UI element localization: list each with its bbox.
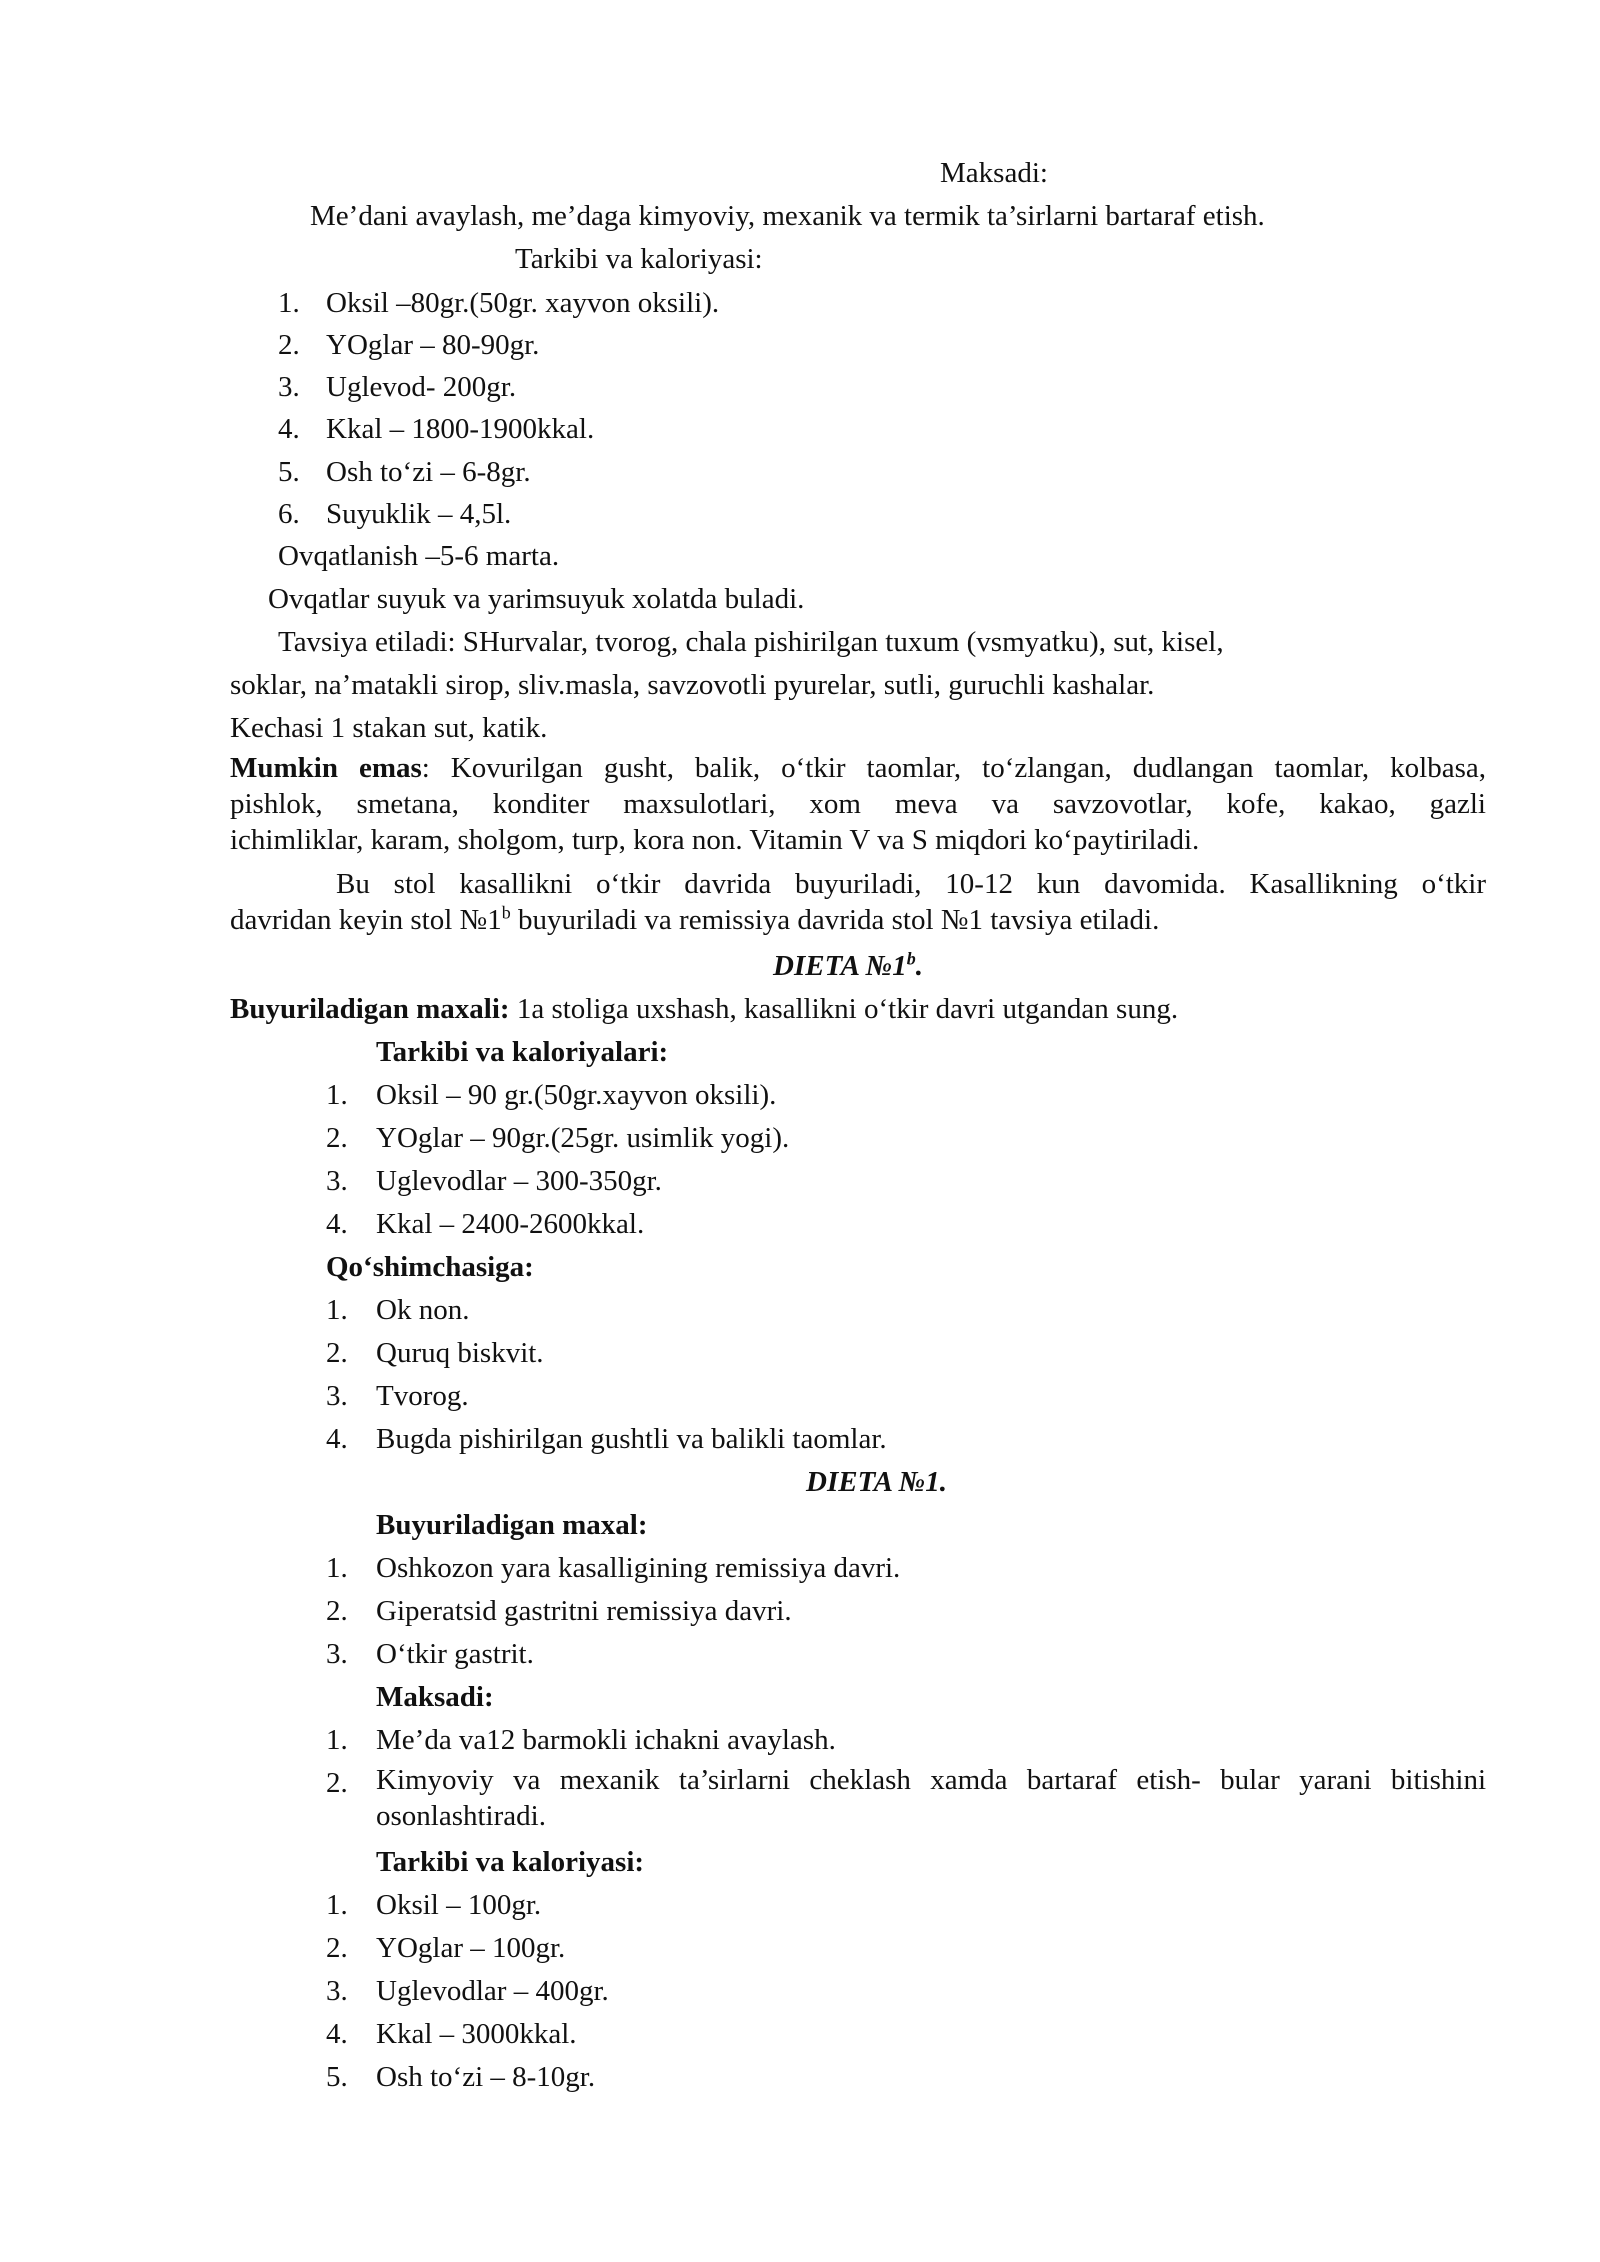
list-number: 3.: [326, 1638, 348, 1670]
list-item: Oksil –80gr.(50gr. xayvon oksili).: [326, 287, 720, 319]
list-item: Giperatsid gastritni remissiya davri.: [376, 1595, 792, 1627]
mumkin-emas-line2: pishlok, smetana, konditer maxsulotlari, xom meva va savzovotlar, kofe, kakao, gazli: [230, 788, 1486, 820]
maksadi-heading-2: Maksadi:: [376, 1681, 494, 1713]
dieta-1-heading: DIETA №1.: [806, 1466, 947, 1498]
buyuriladigan-text: 1a stoliga uxshash, kasallikni o‘tkir davri utgandan sung.: [509, 993, 1179, 1025]
list-number: 3.: [326, 1165, 348, 1197]
list-item: Bugda pishirilgan gushtli va balikli taomlar.: [376, 1423, 887, 1455]
list-number: 1.: [326, 1552, 348, 1584]
list-number: 3.: [278, 371, 300, 403]
list-number: 4.: [326, 1423, 348, 1455]
list-item: Oksil – 90 gr.(50gr.xayvon oksili).: [376, 1079, 777, 1111]
bu-stol-sup: b: [501, 902, 511, 923]
dieta-1b-heading: [773, 945, 923, 987]
list-item-continuation: osonlashtiradi.: [376, 1800, 546, 1832]
dieta-title-sup: b: [906, 948, 916, 969]
list-item: Tvorog.: [376, 1380, 469, 1412]
buyuriladigan-maxali-line: [230, 988, 1178, 1030]
tarkibi-kaloriyalari-heading: Tarkibi va kaloriyalari:: [376, 1036, 669, 1068]
list-number: 3.: [326, 1975, 348, 2007]
tarkibi-heading: Tarkibi va kaloriyasi:: [515, 243, 763, 275]
list-number: 2.: [326, 1337, 348, 1369]
tavsiya-text-line2: soklar, na’matakli sirop, sliv.masla, savzovotli pyurelar, sutli, guruchli kashalar.: [230, 669, 1155, 701]
maksadi-heading: Maksadi:: [940, 157, 1048, 189]
ovqatlanish-text: Ovqatlanish –5-6 marta.: [278, 540, 560, 572]
list-item: Osh to‘zi – 6-8gr.: [326, 456, 531, 488]
list-number: 1.: [326, 1079, 348, 1111]
list-number: 4.: [326, 2018, 348, 2050]
list-item: Quruq biskvit.: [376, 1337, 544, 1369]
list-number: 5.: [326, 2061, 348, 2093]
mumkin-emas-line3: ichimliklar, karam, sholgom, turp, kora non. Vitamin V va S miqdori ko‘paytiriladi.: [230, 824, 1200, 856]
tarkibi-kaloriyasi-heading-2: Tarkibi va kaloriyasi:: [376, 1846, 645, 1878]
list-item: YOglar – 90gr.(25gr. usimlik yogi).: [376, 1122, 790, 1154]
list-item: Oksil – 100gr.: [376, 1889, 542, 1921]
list-item: Ok non.: [376, 1294, 470, 1326]
list-item: Kimyoviy va mexanik ta’sirlarni cheklash xamda bartaraf etish- bular yarani bitishini: [376, 1764, 1486, 1796]
bu-stol-text-b: buyuriladi va remissiya davrida stol №1 tavsiya etiladi.: [510, 904, 1160, 936]
dieta-title-end: .: [915, 950, 923, 982]
kechasi-text: Kechasi 1 stakan sut, katik.: [230, 712, 548, 744]
mumkin-emas-label: Mumkin emas: [230, 752, 422, 784]
list-item: YOglar – 80-90gr.: [326, 329, 540, 361]
list-number: 1.: [278, 287, 300, 319]
list-item: Kkal – 1800-1900kkal.: [326, 413, 595, 445]
list-number: 1.: [326, 1294, 348, 1326]
mumkin-emas-text: : Kovurilgan gusht, balik, o‘tkir taomlar, to‘zlangan, dudlangan taomlar, kolbasa,: [421, 752, 1486, 784]
list-number: 2.: [278, 329, 300, 361]
list-number: 4.: [278, 413, 300, 445]
list-item: Kkal – 3000kkal.: [376, 2018, 577, 2050]
list-item: Me’da va12 barmokli ichakni avaylash.: [376, 1724, 836, 1756]
list-item: O‘tkir gastrit.: [376, 1638, 534, 1670]
dieta-title: DIETA №1: [773, 950, 907, 982]
bu-stol-line2: [230, 902, 1486, 938]
list-number: 1.: [326, 1724, 348, 1756]
tavsiya-text-line1: Tavsiya etiladi: SHurvalar, tvorog, chala pishirilgan tuxum (vsmyatku), sut, kisel,: [278, 626, 1224, 658]
bu-stol-text-a: davridan keyin stol №1: [230, 904, 502, 936]
bu-stol-line1: Bu stol kasallikni o‘tkir davrida buyuriladi, 10-12 kun davomida. Kasallikning o‘tkir: [336, 868, 1486, 900]
list-item: YOglar – 100gr.: [376, 1932, 566, 1964]
list-number: 2.: [326, 1122, 348, 1154]
list-item: Osh to‘zi – 8-10gr.: [376, 2061, 596, 2093]
buyuriladigan-label: Buyuriladigan maxali:: [230, 993, 510, 1025]
list-number: 1.: [326, 1889, 348, 1921]
list-item: Oshkozon yara kasalligining remissiya davri.: [376, 1552, 901, 1584]
list-number: 6.: [278, 498, 300, 530]
qoshimchasiga-heading: Qo‘shimchasiga:: [326, 1251, 534, 1283]
maksadi-text: Me’dani avaylash, me’daga kimyoviy, mexanik va termik ta’sirlarni bartaraf etish.: [310, 200, 1265, 232]
list-item: Uglevodlar – 400gr.: [376, 1975, 609, 2007]
list-number: 5.: [278, 456, 300, 488]
list-number: 4.: [326, 1208, 348, 1240]
list-number: 2.: [326, 1595, 348, 1627]
list-item: Suyuklik – 4,5l.: [326, 498, 512, 530]
list-number: 2.: [326, 1932, 348, 1964]
buyuriladigan-maxal-heading: Buyuriladigan maxal:: [376, 1509, 648, 1541]
list-item: Uglevod- 200gr.: [326, 371, 517, 403]
mumkin-emas-line1: [230, 750, 1486, 786]
list-number: 2.: [326, 1767, 348, 1799]
ovqatlar-text: Ovqatlar suyuk va yarimsuyuk xolatda buladi.: [268, 583, 805, 615]
list-item: Uglevodlar – 300-350gr.: [376, 1165, 662, 1197]
list-item: Kkal – 2400-2600kkal.: [376, 1208, 645, 1240]
list-number: 3.: [326, 1380, 348, 1412]
